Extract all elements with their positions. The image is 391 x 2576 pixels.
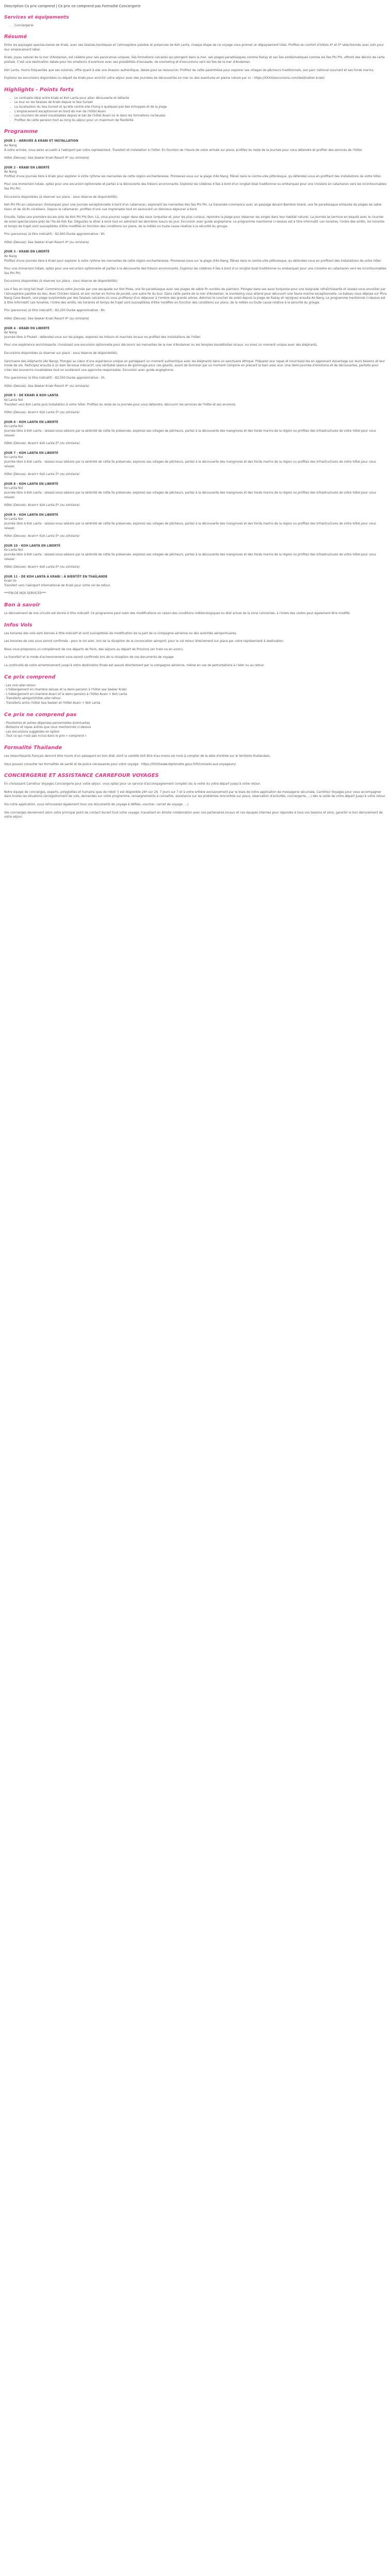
day-place: Ao Nang — [4, 255, 17, 258]
services-item: • Conciergerie — [14, 24, 387, 28]
day-para: Pour une expérience enrichissante, choisissez une excursion optionnelle pour découvrir les merveilles de la mer d'Andaman ou les temples bouddhistes locaux, ou vivez un moment unique avec des éléphants. — [4, 344, 318, 347]
day-para: Sanctuaire des éléphants (Ao Nang): Plongez au cœur d'une expérience unique en partageant un moment authentique avec les éléphants dans un sanctuaire éthique. Préparez leur repas et nourrissez-les en apprenant davantage sur leurs besoins et leur mode de vie. Participez ensuite à un bain de boue interactif, une véritable séance de gommage pour ces géants, avant de terminer par un moment complice en prenant le bain avec eux. Une demi-journée d'émotions et de découvertes, parfaite pour créer des souvenirs inoubliables tout en soutenant une approche responsable. Excursion avec guide anglophone. — [4, 360, 385, 372]
day-para: Excursions disponibles (à réserver sur place - sous réserve de disponibilité): — [4, 351, 118, 355]
day-para: Prix (personne) (à titre indicatif) : 82,500 Durée approximative : 3h — [4, 377, 105, 380]
day-place: Ao Nang — [4, 171, 17, 174]
day-para: Journée libre à Koh Lanta : laissez-vous séduire par la sérénité de cette île préservée, explorez ses villages de pêcheurs, partez à la découverte des mangroves et des fonds marins de la région ou profitez des infrastructures de votre hôtel pour vous relaxer. — [4, 461, 376, 468]
day-title: JOUR 2 - KRABI EN LIBERTÉ — [4, 166, 50, 170]
day-para: Journée libre à Phuket : détendez-vous sur les plages, explorez les trésors et marchés locaux ou profitez des installations de l'hôtel. — [4, 335, 201, 339]
highlight-item: • Profitez de cette pension tout au long du séjour pour un maximum de flexibilité — [14, 118, 387, 123]
day-para: Journée libre à Koh Lanta : laissez-vous séduire par la sérénité de cette île préservée, explorez ses villages de pêcheurs, partez à la découverte des mangroves et des fonds marins de la région ou profitez des infrastructures de votre hôtel pour vous relaxer. — [4, 553, 376, 561]
day-para: Excursions disponibles (à réserver sur place - sous réserve de disponibilité): — [4, 280, 118, 283]
day-place: Ao Nang — [4, 144, 17, 147]
day-para: Prix (personne) (à titre indicatif) : 82,200 Durée approximative : 8h — [4, 309, 105, 313]
day-hotel: Hôtel (Deluxe): Avani+ Koh Lanta 5* (ou similaire) — [4, 566, 80, 569]
ce-prix-item: - Transferts entre l'hôtel Sea Seeker et l'hôtel Avani + Koh Lanta — [4, 702, 101, 705]
day-hotel: Hôtel (Deluxe): Avani+ Koh Lanta 5* (ou similaire) — [4, 535, 80, 538]
ce-prix-ne-comprend-pas-title: Ce prix ne comprend pas — [4, 711, 77, 718]
day-para: Ensuite, faites une première escale près de Koh Phi Phi Don. Là, vous pourrez nager dans des eaux turquoise et, pour les plus curieux, rejoindre la plage pour observer les singes dans leur habitat naturel. La journée se termine en beauté avec le coucher de soleil spectaculaire près de l'île de Koh Kai. Dégustez le dîner à bord tout en admirant les dernières lueurs du jour. Excursion avec guide anglophone. Le programme mentionné ci-dessus est à titre informatif. Les horaires, l'ordre des arrêts, les horaires et temps de trajet sont susceptibles d'être modifiés en fonction des conditions sur place, de la météo ou toute cause relative à la sécurité du groupe. — [4, 216, 385, 228]
day-title: JOUR 1 - ARRIVÉE À KRABI ET INSTALLATION — [4, 140, 78, 143]
page-meta: Description Ca prix comprend | Ce prix ne comprend pas Formalité Conciergerie — [4, 4, 141, 8]
ne-prix-item: - Tout ce qui n'est pas inclus dans le prix « comprend » — [4, 735, 87, 738]
services-title: Services et équipements — [4, 14, 69, 20]
day-title: JOUR 8 - KOH LANTA EN LIBERTÉ — [4, 482, 58, 486]
bon-a-savoir-title: Bon à savoir — [4, 602, 40, 608]
day-place: Ko Lanta Noi — [4, 399, 23, 402]
day-para: Transfert vers Koh Lanta puis installation à votre hôtel. Profitez du reste de la journée pour vous détendre, découvrir les services de l'hôtel et ses environs. — [4, 403, 236, 406]
ce-prix-list — [4, 684, 387, 706]
day-place: Krabi Vo — [4, 580, 17, 583]
day-hotel: Hôtel (Deluxe): Sea Seeker Krabi Resort 4* (ou similaire) — [4, 241, 89, 244]
resume-para: Koh Lanta, moins fréquentée que ses voisines, offre quant à elle une évasion authentique, idéale pour se ressourcer. Profitez de cette parenthèse pour explorer ses villages de pêcheurs traditionnels, son parc national luxuriant et ses fonds marins. — [4, 69, 374, 72]
bon-para: Le déroulement de nos circuits est donné à titre indicatif. Ce programme peut subir des modifications en raison des conditions météorologiques ou état actuel de la zone concernée, à l'ordre des visites peut également être modifié. — [4, 612, 351, 616]
highlights-list — [4, 96, 387, 123]
ce-prix-item: - L'hébergement en chambre Avani et la demi-pension à l'hôtel Avani + Koh Lanta — [4, 692, 127, 696]
day-para: Excursions disponibles (à réserver sur place - sous réserve de disponibilité): — [4, 195, 118, 199]
day-title: JOUR 9 - KOH LANTA EN LIBERTÉ — [4, 513, 58, 517]
day-title: JOUR 4 - KRABI EN LIBERTÉ — [4, 327, 50, 330]
highlight-item: • Le tour en les falaises de Krabi depuis le Sea Sunset — [14, 100, 387, 105]
ne-prix-item: - Pourboires et autres dépenses personnelles éventuelles — [4, 721, 90, 725]
ce-prix-item: - Les vols aller-retour — [4, 684, 36, 687]
day-title: JOUR 10 - KOH LANTA EN LIBERTÉ — [4, 544, 61, 548]
day-para: Journée libre à Koh Lanta : laissez-vous séduire par la sérénité de cette île préservée, explorez ses villages de pêcheurs, partez à la découverte des mangroves et des fonds marins de la région ou profitez des infrastructures de votre hôtel pour vous relaxer. — [4, 522, 376, 530]
day-place: Ko Lanta Noi — [4, 487, 23, 490]
day-title: JOUR 5 - DE KRABI À KOH LANTA — [4, 394, 59, 398]
day-hotel: Hôtel (Deluxe): Avani+ Koh Lanta 5* (ou similaire) — [4, 411, 80, 415]
ce-prix-item: - L'hébergement en chambre deluxe et la demi-pension à l'hôtel sea Seeker Krabi — [4, 688, 127, 692]
highlight-item: • L'emplacement exceptionnel en bord de mer de l'hôtel Avani — [14, 110, 387, 114]
conciergerie-title: CONCIERGERIE ET ASSISTANCE CARREFOUR VOYAGES — [4, 773, 159, 779]
day-para: Prix (personne) (à titre indicatif) : 82,900 Durée approximative : 8h — [4, 233, 105, 236]
day-place: Ko Lanta Noi — [4, 456, 23, 460]
ne-prix-list — [4, 721, 387, 739]
ce-prix-comprend-title: Ce prix comprend — [4, 674, 56, 680]
day-para: Journée libre à Koh Lanta : laissez-vous séduire par la sérénité de cette île préservée, explorez ses villages de pêcheurs, partez à la découverte des mangroves et des fonds marins de la région ou profitez des infrastructures de votre hôtel pour vous relaxer. — [4, 491, 376, 499]
highlights-title: Highlights - Points forts — [4, 87, 74, 93]
vols-para: La continuité de votre acheminement jusqu'à votre destination finale est assuré directement par la compagnie aérienne, même en cas de perturbations à l'aller ou au retour. — [4, 664, 265, 668]
highlight-item: • La localisation du Sea Sunset et qu'elle centre elle-l'hong à quelques pas des échoppes et de la plage — [14, 105, 387, 110]
resume-para: Explorez les excursions disponibles ou départ de Krabi pour enrichir votre séjour avec des journées de découvertes en mer ou des aventures en pleine nature par ici : https://XXXX/excursions.com/destination-krabi/ — [4, 77, 325, 80]
day-para: Transfert vers l'aéroport international de Krabi pour votre vol de retour. — [4, 584, 111, 587]
day-para: ***FIN DE NOS SERVICES*** — [4, 592, 46, 596]
infos-vols-title: Infos Vols — [4, 622, 32, 628]
day-title: JOUR 3 - KRABI EN LIBERTÉ — [4, 250, 50, 254]
resume-para: Entre les paysages spectaculaires de Krabi, avec ses falaises karstiques et l'atmosphère paisible et préservée de Koh Lanta, chaque étape de ce voyage vous promet un dépaysement total. Profitez du confort d'hôtels 4* et 5* sélectionnés avec soin pour leur emplacement idéal. — [4, 44, 384, 52]
concierge-para: En choisissant Carrefour Voyages Conciergerie pour votre séjour, vous optez pour un service d'accompagnement complet (du la veille du votre départ jusqu'à votre retour. — [4, 783, 261, 786]
day-hotel: Hôtel (Deluxe): Avani+ Koh Lanta 5* (ou similaire) — [4, 442, 80, 446]
day-place: Ko Lanta Noi — [4, 425, 23, 429]
day-para: Les 4 îles en long tail boat: Commencez votre journée par une escapade sur Koh Poda, une île paradisiaque avec ses plages de sable fin ourlées de palmiers. Plongez dans ses eaux turquoise pour une baignade rafraîchissante et laissez-vous envoûter par l'atmosphère paisible du lieu. Avec Chicken Island, et son rocher en forme de poulet, une autre île du tour. Dans cette partie de la mer d'Andaman, le snorkeling vous attend pour découvrir une faune marine exceptionnelle. Le bateau vous dépose sur Phra Nang Cave Beach, une plage surplombée par des falaises calcaires où vous profiterez d'un déjeuner à l'ombre des grands arbres. Admirez le coucher de soleil depuis la plage de Railay et rejoignez ensuite Ao Nang. Le programme mentionné ci-dessus est à titre informatif. Les horaires, l'ordre des arrêts, les horaires et temps de trajet sont susceptibles d'être modifiés en fonction des conditions sur place, de la météo ou toute cause relative à la sécurité du groupe. — [4, 287, 387, 304]
page — [0, 0, 391, 834]
concierge-para: Via notre application, vous retrouverez également tous vos documents de voyage à défilés, voucher, carnet de voyage, ...) — [4, 803, 189, 806]
day-title: JOUR 11 - DE KOH LANTA À KRABI : À BIENTÔT EN THAÏLANDE — [4, 575, 108, 579]
formalite-para: Les ressortissants français devront être munis d'un passeport en bon état, dont la validité doit être d'au moins six mois à compter de la date d'entrée sur le territoire thaïlandais. — [4, 754, 271, 758]
concierge-para: Vos concierges deviennent alors votre principal point de contact durant tout votre voyage, travaillant en étroite collaboration avec nos partenaires locaux et nos équipes internes pour répondre à tous vos besoins et ainsi, garantir le bon déroulement de votre séjour. — [4, 811, 383, 819]
day-place: Ao Nang — [4, 331, 17, 335]
highlight-item: • Le contraste idéal entre Krabi et Koh Lanta pour allier découverte et détente — [14, 96, 387, 101]
day-para: Pour une immersion totale, optez pour une excursion optionnelle et partez à la découverte des trésors environnants. Explorez les célèbres 4 îles à bord d'un longtail boat traditionnel ou embarquez pour une croisière en catamaran vers les incontournables îles Phi Phi. — [4, 267, 386, 275]
day-title: JOUR 6 - KOH LANTA EN LIBERTÉ — [4, 420, 58, 424]
formalite-para: Vous pouvez consulter les formalités de santé et de police nécessaires pour votre voyage : https://XXXXwww.diplomatie.gouv.fr/fr/conseils-aux-voyageurs/ — [4, 762, 236, 766]
vols-para: Les horaires des vols sont donnés à titre indicatif et sont susceptibles de modification de la part de la compagnie aérienne ou des autorités aéroportuaires. — [4, 632, 237, 635]
day-hotel: Hôtel (Deluxe): Sea Seeker Krabi Resort 4* (ou similaire) — [4, 384, 89, 388]
vols-para: Les horaires de vols vous seront confirmés - pour le vol aller, lors de la réception de la convocation aéroport, pour le vol retour directement sur place par votre représentant à destination. — [4, 640, 284, 643]
day-para: Pour une immersion totale, optez pour une excursion optionnelle et partez à la découverte des trésors environnants. Explorez les célèbres 4 îles à bord d'un longtail boat traditionnel ou embarquez pour une croisière en catamaran vers les incontournables îles Phi Phi. — [4, 183, 386, 191]
highlight-item: • Les couchers de soleil inoubliables depuis le bar de l'hôtel Avani où le dans les formations rocheuses — [14, 114, 387, 118]
day-hotel: Hôtel (Deluxe): Sea Seeker Krabi Resort 4* (ou similaire) — [4, 317, 89, 320]
services-list — [4, 24, 387, 28]
day-para: À votre arrivée, vous serez accueilli à l'aéroport par votre représentant. Transfert et installation à l'hôtel. En fonction de l'heure de votre arrivée sur place, profitez du reste de la journée pour vous détendre et profiter des services de l'hôtel. — [4, 148, 363, 152]
day-place: Ko Lanta Noi — [4, 518, 23, 521]
day-hotel: Hôtel (Deluxe): Sea Seeker Krabi Resort 4* (ou similaire) — [4, 157, 89, 160]
vols-para: Le transfert et le mode d'acheminement vous seront confirmés lors de la réception de vos documents de voyage. — [4, 656, 175, 659]
day-place: Ko Lanta Noi — [4, 549, 23, 552]
day-para: Profitez d'une journée libre à Krabi pour explorer à votre rythme les merveilles de cette région enchanteresse. Promenez-vous sur la plage d'Ao Nang, flânez dans le centre-ville pittoresque, qu détendez-vous en profitant des installations de votre hôtel. — [4, 259, 382, 263]
day-para: Koh Phi Phi en catamaran: Embarquez pour une journée exceptionnelle à bord d'un catamaran, explorant les merveilles des îles Phi Phi. La traversée commence avec un passage devant Bamboo Island, une île paradisiaque entourée de plages de sable blanc et de récifs coralliens. Depuis le catamaran, profitez d'une vue imprenable tout en savourant un délicieux déjeuner à bord. — [4, 204, 382, 211]
day-hotel: Hôtel (Deluxe): Avani+ Koh Lanta 5* (ou similaire) — [4, 504, 80, 507]
formalite-title: Formalité Thaïlande — [4, 744, 62, 751]
concierge-para: Notre équipe de concierges, experts, polyglottes et humains (pas de robot !) est disponible 24h sur 24, 7 jours sur 7 et à votre entière exclusivement par le biais de notre application de messagerie sécurisée, Carrefour Voyages pour vous accompagner dans toutes les situations (enregistrement de vols, demandes sur votre programme, renseignements à connaître, assistance sur les problèmes rencontrés sur place, réservation d'activités, conciergerie, ...) dès la veille de votre départ jusqu'à votre retour. — [4, 790, 386, 799]
day-title: JOUR 7 - KOH LANTA EN LIBERTÉ — [4, 451, 58, 455]
vols-para: Nous vous proposons un complément de nos départs de Paris, des séjours au départ de Province (en train ou en avion). — [4, 648, 184, 651]
ne-prix-item: - Les excursions suggérées en option — [4, 730, 60, 734]
day-para: Journée libre à Koh Lanta : laissez-vous séduire par la sérénité de cette île préservée, explorez ses villages de pêcheurs, partez à la découverte des mangroves et des fonds marins de la région ou profitez des infrastructures de votre hôtel pour vous relaxer. — [4, 430, 376, 437]
day-hotel: Hôtel (Deluxe): Avani+ Koh Lanta 5* (ou similaire) — [4, 473, 80, 477]
ne-prix-item: - Boissons et repas autres que ceux mentionnés ci-dessus — [4, 726, 91, 730]
ce-prix-item: - Transferts aéroport/hôtel aller-retour — [4, 697, 61, 701]
day-para: Profitez d'une journée libre à Krabi pour explorer à votre rythme les merveilles de cette région enchanteresse. Promenez-vous sur la plage d'Ao Nang, flânez dans le centre-ville pittoresque, qu détendez-vous en profitant des installations de votre hôtel. — [4, 175, 382, 178]
resume-para: Krabi, joyau naturel de la mer d'Andaman, est célèbre pour ses panoramas uniques. Ses formations calcaires qui plongent dans la mer, ses plages paradisiaques comme Railay et ses îles emblématiques comme les îles Phi Phi, offrent des décors de carte postale. C'est une destination idéale pour les amateurs d'aventure avec ses possibilités d'escalade, de snorkeling et d'excursions vers les îles de la mer d'Andaman. — [4, 56, 385, 64]
resume-title: Résumé — [4, 34, 27, 40]
programme-title: Programme — [4, 129, 38, 135]
